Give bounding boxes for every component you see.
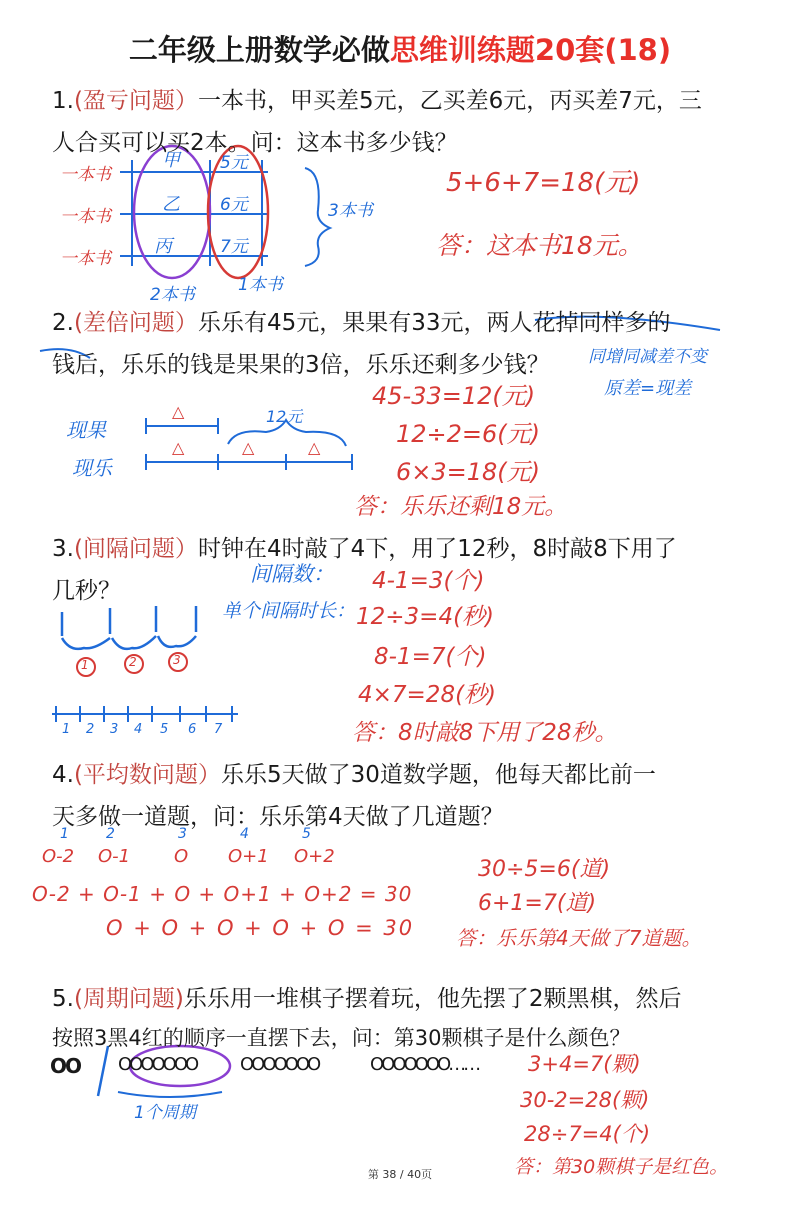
title-red: 思维训练题20套(18) [389, 33, 672, 67]
q1-amount-7: 7元 [220, 237, 248, 257]
q4-eq-2: 6+1=7(道) [478, 891, 597, 916]
q3-tick-4: 4 [134, 722, 143, 737]
q3-line1 [52, 530, 677, 563]
q2-mark-1: △ [172, 402, 185, 421]
q5-divider [98, 1046, 108, 1096]
q3-eq-3: 8-1=7(个) [374, 644, 487, 670]
q2-mark-2: △ [172, 438, 185, 457]
q2-eq-2: 12÷2=6(元) [396, 420, 541, 448]
q3-eq-4: 4×7=28(秒) [358, 682, 497, 708]
q5-eq-1: 3+4=7(颗) [528, 1052, 641, 1076]
q2-diff-label: 12元 [266, 407, 303, 426]
q5-answer: 答：第30颗棋子是红色。 [514, 1156, 729, 1178]
q2-number: 2. [52, 310, 74, 336]
q4-expr-2: O-1 [98, 846, 131, 867]
q5-group-1: OO [50, 1054, 81, 1078]
q1-text-2: 人合买可以买2本。问：这本书多少钱？ [52, 130, 458, 156]
q4-number: 4. [52, 762, 74, 788]
q4-expr-3: O [174, 846, 189, 867]
q3-tick-6: 6 [188, 722, 197, 737]
q1-amount-5: 5元 [220, 153, 248, 173]
q3-circle-label-3: 3 [173, 653, 181, 667]
q5-text-1: 乐乐用一堆棋子摆着玩，他先摆了2颗黑棋，然后 [183, 986, 682, 1012]
q4-text-1: 乐乐5天做了30道数学题，他每天都比前一 [220, 762, 656, 788]
q4-sum-1: O-2 + O-1 + O + O+1 + O+2 = 30 [32, 882, 413, 906]
q4-expr-5: O+2 [294, 846, 335, 867]
q3-tick-3: 3 [110, 722, 119, 737]
q2-mark-4: △ [308, 438, 321, 457]
q3-text-2: 几秒？ [52, 578, 121, 604]
q1-equation: 5+6+7=18(元) [446, 168, 641, 198]
q3-tick-7: 7 [214, 722, 223, 737]
q3-circle-label-2: 2 [129, 655, 137, 669]
q4-text-2: 天多做一道题，问：乐乐第4天做了几道题？ [52, 804, 504, 830]
q1-number: 1. [52, 88, 74, 114]
q4-line1 [52, 756, 656, 789]
title-black: 二年级上册数学必做 [128, 33, 390, 67]
q3-category: (间隔问题） [73, 536, 198, 562]
q2-eq-1: 45-33=12(元) [372, 382, 536, 410]
q5-period-label: 1个周期 [134, 1103, 196, 1123]
q2-eq-3: 6×3=18(元) [396, 458, 541, 486]
q1-person-bing: 丙 [154, 236, 172, 257]
q4-category: (平均数问题） [73, 762, 221, 788]
q4-day-3: 3 [178, 826, 187, 842]
q1-two-books: 2本书 [150, 285, 195, 305]
q1-row-label-1: 一本书 [60, 165, 111, 185]
q1-person-yi: 乙 [162, 194, 180, 215]
q5-text-2: 按照3黑4红的顺序一直摆下去，问：第30颗棋子是什么颜色？ [52, 1026, 631, 1050]
q3-tick-5: 5 [160, 722, 169, 737]
q3-label-unit: 单个间隔时长： [222, 600, 356, 622]
q1-row-label-2: 一本书 [60, 207, 111, 227]
q2-label-guo: 现果 [66, 418, 106, 442]
q1-person-jia: 甲 [162, 150, 180, 171]
q1-amount-6: 6元 [220, 195, 248, 215]
q4-day-1: 1 [60, 826, 69, 842]
q4-expr-1: O-2 [42, 846, 75, 867]
q2-note-2: 原差=现差 [604, 378, 692, 399]
q2-text-1: 乐乐有45元，果果有33元，两人花掉同样多的 [197, 310, 671, 336]
q4-day-5: 5 [302, 826, 311, 842]
q5-group-4: OOOOOOO…… [370, 1054, 479, 1075]
q2-line1 [52, 304, 670, 337]
q3-text-1: 时钟在4时敲了4下，用了12秒，8时敲8下用了 [197, 536, 677, 562]
q1-category: (盈亏问题） [73, 88, 198, 114]
q3-eq-2: 12÷3=4(秒) [356, 604, 495, 630]
q1-one-book: 1本书 [238, 275, 283, 295]
q3-label-intervals: 间隔数： [250, 562, 334, 586]
q4-answer: 答：乐乐第4天做了7道题。 [456, 926, 702, 950]
q2-mark-3: △ [242, 438, 255, 457]
q2-answer: 答：乐乐还剩18元。 [354, 494, 568, 520]
q5-eq-3: 28÷7=4(个) [524, 1122, 651, 1146]
page-footer: 第 38 / 40页 [367, 1168, 433, 1181]
q5-period-brace [118, 1092, 222, 1097]
q5-number: 5. [52, 986, 74, 1012]
q4-eq-1: 30÷5=6(道) [478, 857, 611, 882]
q5-group-3: OOOOOOO [240, 1054, 319, 1075]
q3-tick-2: 2 [86, 722, 95, 737]
q1-brace-label: 3本书 [328, 201, 373, 221]
q3-timeline [52, 706, 238, 722]
q4-expr-4: O+1 [228, 846, 269, 867]
q4-day-2: 2 [106, 826, 115, 842]
q1-text-1: 一本书，甲买差5元，乙买差6元，丙买差7元，三 [197, 88, 702, 114]
q4-day-4: 4 [240, 826, 249, 842]
q5-group-2: OOOOOOO [118, 1054, 197, 1075]
q2-text-2: 钱后，乐乐的钱是果果的3倍，乐乐还剩多少钱？ [52, 352, 550, 378]
q1-row-label-3: 一本书 [60, 249, 111, 269]
q2-note-1: 同增同减差不变 [588, 347, 707, 367]
q1-line1 [52, 82, 702, 115]
q3-number: 3. [52, 536, 74, 562]
q1-answer: 答：这本书18元。 [436, 231, 643, 260]
q3-eq-1: 4-1=3(个) [372, 568, 485, 594]
q2-label-le: 现乐 [72, 456, 112, 480]
q5-eq-2: 30-2=28(颗) [520, 1088, 650, 1112]
q3-circle-label-1: 1 [81, 658, 89, 672]
q3-sticks [62, 606, 196, 649]
q5-category: (周期问题) [73, 986, 184, 1012]
q5-line1 [52, 980, 682, 1013]
q3-answer: 答：8时敲8下用了28秒。 [352, 720, 618, 746]
q3-tick-1: 1 [62, 722, 71, 737]
q2-category: (差倍问题） [73, 310, 198, 336]
q4-sum-2: O + O + O + O + O = 30 [106, 916, 415, 940]
